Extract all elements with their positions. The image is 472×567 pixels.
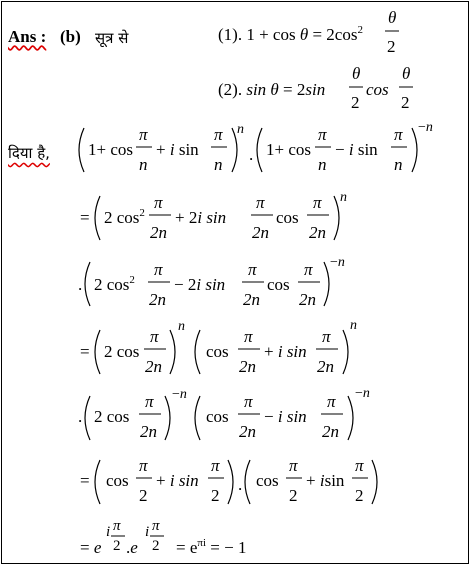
- svg-text:2n: 2n: [252, 223, 269, 242]
- svg-text:− i sin: − i sin: [335, 140, 378, 159]
- svg-text:2n: 2n: [239, 422, 256, 441]
- step-6: [80, 456, 377, 505]
- svg-text:π: π: [244, 327, 253, 346]
- svg-text:2n: 2n: [149, 290, 166, 309]
- svg-text:cos: cos: [267, 275, 290, 294]
- svg-text:θ: θ: [352, 64, 361, 83]
- formula-1: [218, 8, 399, 56]
- step-2: [80, 190, 347, 242]
- svg-text:π: π: [113, 518, 121, 534]
- svg-text:2 cos: 2 cos: [104, 342, 140, 361]
- svg-text:π: π: [154, 193, 163, 212]
- svg-text:2 cos2: 2 $\cos^2$: [104, 207, 145, 227]
- svg-text:+ isin: + isin: [306, 471, 345, 490]
- svg-text:(2). sin θ = 2sin: (2). sin θ = 2sin: [218, 80, 326, 99]
- svg-text:π: π: [152, 518, 160, 534]
- svg-text:π: π: [150, 327, 159, 346]
- svg-text:2 cos: 2 cos: [94, 407, 130, 426]
- svg-text:π: π: [304, 260, 313, 279]
- svg-text:cos: cos: [256, 471, 279, 490]
- step-7: [80, 518, 246, 557]
- svg-text:2: 2: [113, 538, 121, 554]
- sutra-se-label: सूत्र से: [95, 29, 129, 47]
- svg-text:−n: −n: [330, 255, 345, 270]
- svg-text:2: 2: [211, 486, 220, 505]
- svg-text:=: =: [80, 342, 90, 361]
- svg-text:n: n: [139, 155, 148, 174]
- svg-text:2n: 2n: [299, 290, 316, 309]
- svg-text:cos: cos: [206, 407, 229, 426]
- svg-text:θ: θ: [388, 8, 397, 27]
- svg-text:2n: 2n: [140, 422, 157, 441]
- svg-text:2n: 2n: [239, 357, 256, 376]
- svg-text:=: =: [80, 471, 90, 490]
- svg-text:2: 2: [387, 37, 396, 56]
- svg-text:π: π: [154, 260, 163, 279]
- svg-text:+ i sin: + i sin: [264, 342, 307, 361]
- step-5: [78, 386, 370, 441]
- svg-text:π: π: [248, 260, 257, 279]
- svg-text:2n: 2n: [150, 223, 167, 242]
- svg-text:π: π: [327, 392, 336, 411]
- svg-text:=: =: [80, 208, 90, 227]
- svg-text:n: n: [340, 190, 347, 205]
- svg-text:n: n: [318, 155, 327, 174]
- svg-text:+ i sin: + i sin: [156, 140, 199, 159]
- svg-text:.: .: [238, 475, 243, 494]
- svg-text:1+ cos: 1+ cos: [88, 140, 133, 159]
- svg-text:.e: .e: [126, 538, 138, 557]
- svg-text:−n: −n: [355, 386, 370, 401]
- svg-text:π: π: [355, 456, 364, 475]
- svg-text:2n: 2n: [309, 223, 326, 242]
- step-1: [79, 120, 433, 174]
- svg-text:π: π: [214, 125, 223, 144]
- option-label: (b): [60, 27, 81, 46]
- svg-text:2n: 2n: [322, 422, 339, 441]
- svg-text:π: π: [139, 456, 148, 475]
- svg-text:2: 2: [152, 538, 160, 554]
- svg-text:.: .: [78, 407, 83, 426]
- svg-text:cos: cos: [106, 471, 129, 490]
- svg-text:cos: cos: [276, 208, 299, 227]
- svg-text:− i sin: − i sin: [264, 407, 307, 426]
- svg-text:2n: 2n: [145, 357, 162, 376]
- svg-text:2n: 2n: [317, 357, 334, 376]
- svg-text:π: π: [256, 193, 265, 212]
- svg-text:= e: = e: [80, 538, 102, 557]
- svg-text:π: π: [145, 392, 154, 411]
- svg-text:i: i: [145, 524, 150, 540]
- svg-text:i: i: [106, 524, 111, 540]
- svg-text:2: 2: [351, 93, 360, 112]
- svg-text:− 2i sin: − 2i sin: [174, 275, 226, 294]
- svg-text:cos: cos: [366, 80, 389, 99]
- svg-text:π: π: [139, 125, 148, 144]
- svg-text:π: π: [211, 456, 220, 475]
- svg-text:2: 2: [289, 486, 298, 505]
- svg-text:2 cos2: 2 $\cos^2$: [94, 274, 135, 294]
- given-label: दिया है,: [8, 144, 50, 162]
- svg-text:π: π: [289, 456, 298, 475]
- svg-text:+ 2i sin: + 2i sin: [175, 208, 227, 227]
- svg-text:2: 2: [401, 93, 410, 112]
- svg-text:θ: θ: [402, 64, 411, 83]
- step-3: [78, 255, 345, 309]
- svg-text:π: π: [318, 125, 327, 144]
- svg-text:= eπi = − 1: = $e^{\pi i}$ = − 1: [176, 537, 247, 557]
- svg-text:n: n: [237, 122, 244, 137]
- svg-text:2: 2: [355, 486, 364, 505]
- svg-text:+ i sin: + i sin: [156, 471, 199, 490]
- svg-text:n: n: [178, 319, 185, 334]
- svg-text:n: n: [350, 318, 357, 333]
- svg-text:−n: −n: [172, 387, 187, 402]
- svg-text:−n: −n: [418, 120, 433, 135]
- svg-text:π: π: [322, 327, 331, 346]
- formula-2: [218, 64, 413, 112]
- svg-text:π: π: [313, 193, 322, 212]
- svg-text:(1). 1 + cos θ = 2cos2: (1). $1 + \cos \theta = 2\cos^2$: [218, 24, 363, 44]
- ans-label: Ans :: [8, 27, 47, 46]
- svg-text:n: n: [214, 155, 223, 174]
- svg-text:π: π: [244, 392, 253, 411]
- svg-text:2: 2: [139, 486, 148, 505]
- svg-text:2n: 2n: [243, 290, 260, 309]
- svg-text:.: .: [78, 275, 83, 294]
- svg-text:π: π: [394, 125, 403, 144]
- step-4: [80, 318, 357, 376]
- svg-text:cos: cos: [206, 342, 229, 361]
- svg-text:.: .: [249, 145, 254, 164]
- svg-text:n: n: [394, 155, 403, 174]
- svg-text:1+ cos: 1+ cos: [266, 140, 311, 159]
